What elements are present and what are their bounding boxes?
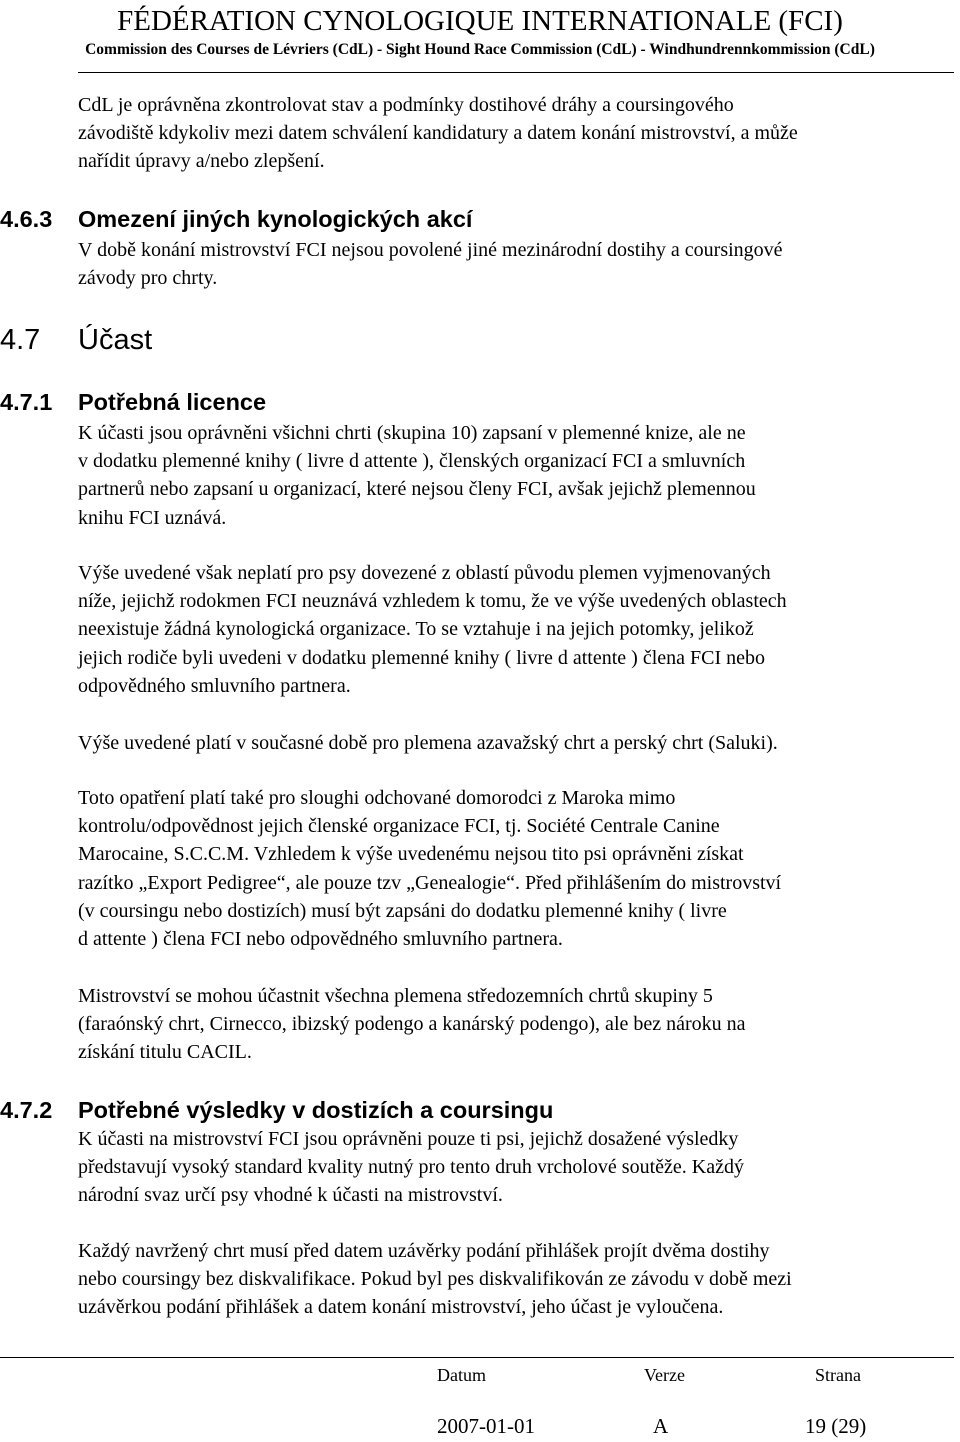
section-heading-4-6-3 (0, 205, 472, 233)
section-number: 4.7.1 (0, 389, 53, 415)
section-title: Účast (78, 324, 153, 356)
section-heading-4-7-1 (0, 388, 266, 416)
footer-page-label: Strana (815, 1365, 861, 1385)
section-4-7-1-paragraph-4: Toto opatření platí také pro sloughi odchované domorodci z Maroka mimo kontrolu/odpovědnost jejich členské organizace FCI, tj. Société Centrale Canine Marocaine, S.C.C.M. Vzhledem k výše uvedenému nejsou tito psi oprávněni získat razítko „Export Pedigree“, ale pouze tzv „Genealogie“. Před přihlášením do mistrovství (v coursingu nebo dostizích) musí být zapsáni do dodatku plemenné knihy ( livre d attente ) člena FCI nebo odpovědného smluvního partnera. (78, 787, 782, 951)
footer-date-value: 2007-01-01 (437, 1414, 535, 1438)
document-title: FÉDÉRATION CYNOLOGIQUE INTERNATIONALE (FCI) (117, 5, 843, 37)
footer-version-label: Verze (644, 1365, 685, 1385)
section-4-7-2-paragraph-2: Každý navržený chrt musí před datem uzávěrky podání přihlášek projít dvěma dostihy nebo coursingy bez diskvalifikace. Pokud byl pes diskvalifikován ze závodu v době mezi uzávěrkou podání přihlášek a datem konání mistrovství, jeho účast je vyloučena. (78, 1240, 792, 1319)
section-title: Omezení jiných kynologických akcí (78, 206, 473, 232)
section-heading-4-7 (0, 323, 152, 357)
footer-date-label: Datum (437, 1365, 486, 1385)
section-number: 4.7 (0, 324, 41, 356)
footer-page-value: 19 (29) (805, 1414, 867, 1438)
header-divider (78, 72, 954, 73)
section-4-7-1-paragraph-5: Mistrovství se mohou účastnit všechna plemena středozemních chrtů skupiny 5 (faraónský chrt, Cirnecco, ibizský podengo a kanárský podengo), ale bez nároku na získání titulu CACIL. (78, 985, 746, 1064)
intro-paragraph: CdL je oprávněna zkontrolovat stav a podmínky dostihové dráhy a coursingového závodiště kdykoliv mezi datem schválení kandidatury a datem konání mistrovství, a může nařídit úpravy a/nebo zlepšení. (78, 94, 798, 173)
section-title: Potřebná licence (78, 389, 267, 415)
footer-version-value: A (653, 1414, 669, 1438)
section-number: 4.6.3 (0, 206, 53, 232)
document-subtitle: Commission des Courses de Lévriers (CdL) - Sight Hound Race Commission (CdL) - Windhundrennkommission (CdL) (85, 41, 875, 58)
section-4-7-1-paragraph-2: Výše uvedené však neplatí pro psy dovezené z oblastí původu plemen vyjmenovaných níže, jejichž rodokmen FCI neuznává vzhledem k tomu, že ve výše uvedených oblastech neexistuje žádná kynologická organizace. To se vztahuje i na jejich potomky, jelikož jejich rodiče byli uvedeni v dodatku plemenné knihy ( livre d attente ) člena FCI nebo odpovědného smluvního partnera. (78, 562, 787, 697)
footer-divider (0, 1357, 954, 1358)
section-number: 4.7.2 (0, 1097, 53, 1123)
section-title: Potřebné výsledky v dostizích a coursingu (78, 1097, 554, 1123)
section-4-6-3-text: V době konání mistrovství FCI nejsou povolené jiné mezinárodní dostihy a coursingové závody pro chrty. (78, 239, 783, 290)
section-4-7-1-paragraph-3: Výše uvedené platí v současné době pro plemena azavažský chrt a perský chrt (Saluki). (78, 732, 778, 754)
section-heading-4-7-2 (0, 1096, 553, 1124)
section-4-7-2-paragraph-1: K účasti na mistrovství FCI jsou oprávněni pouze ti psi, jejichž dosažené výsledky představují vysoký standard kvality nutný pro tento druh vrcholové soutěže. Každý národní svaz určí psy vhodné k účasti na mistrovství. (78, 1128, 744, 1207)
section-4-7-1-paragraph-1: K účasti jsou oprávněni všichni chrti (skupina 10) zapsaní v plemenné knize, ale ne v dodatku plemenné knihy ( livre d attente ), členských organizací FCI a smluvních partnerů nebo zapsaní u organizací, které nejsou členy FCI, avšak jejichž plemennou knihu FCI uznává. (78, 422, 756, 529)
